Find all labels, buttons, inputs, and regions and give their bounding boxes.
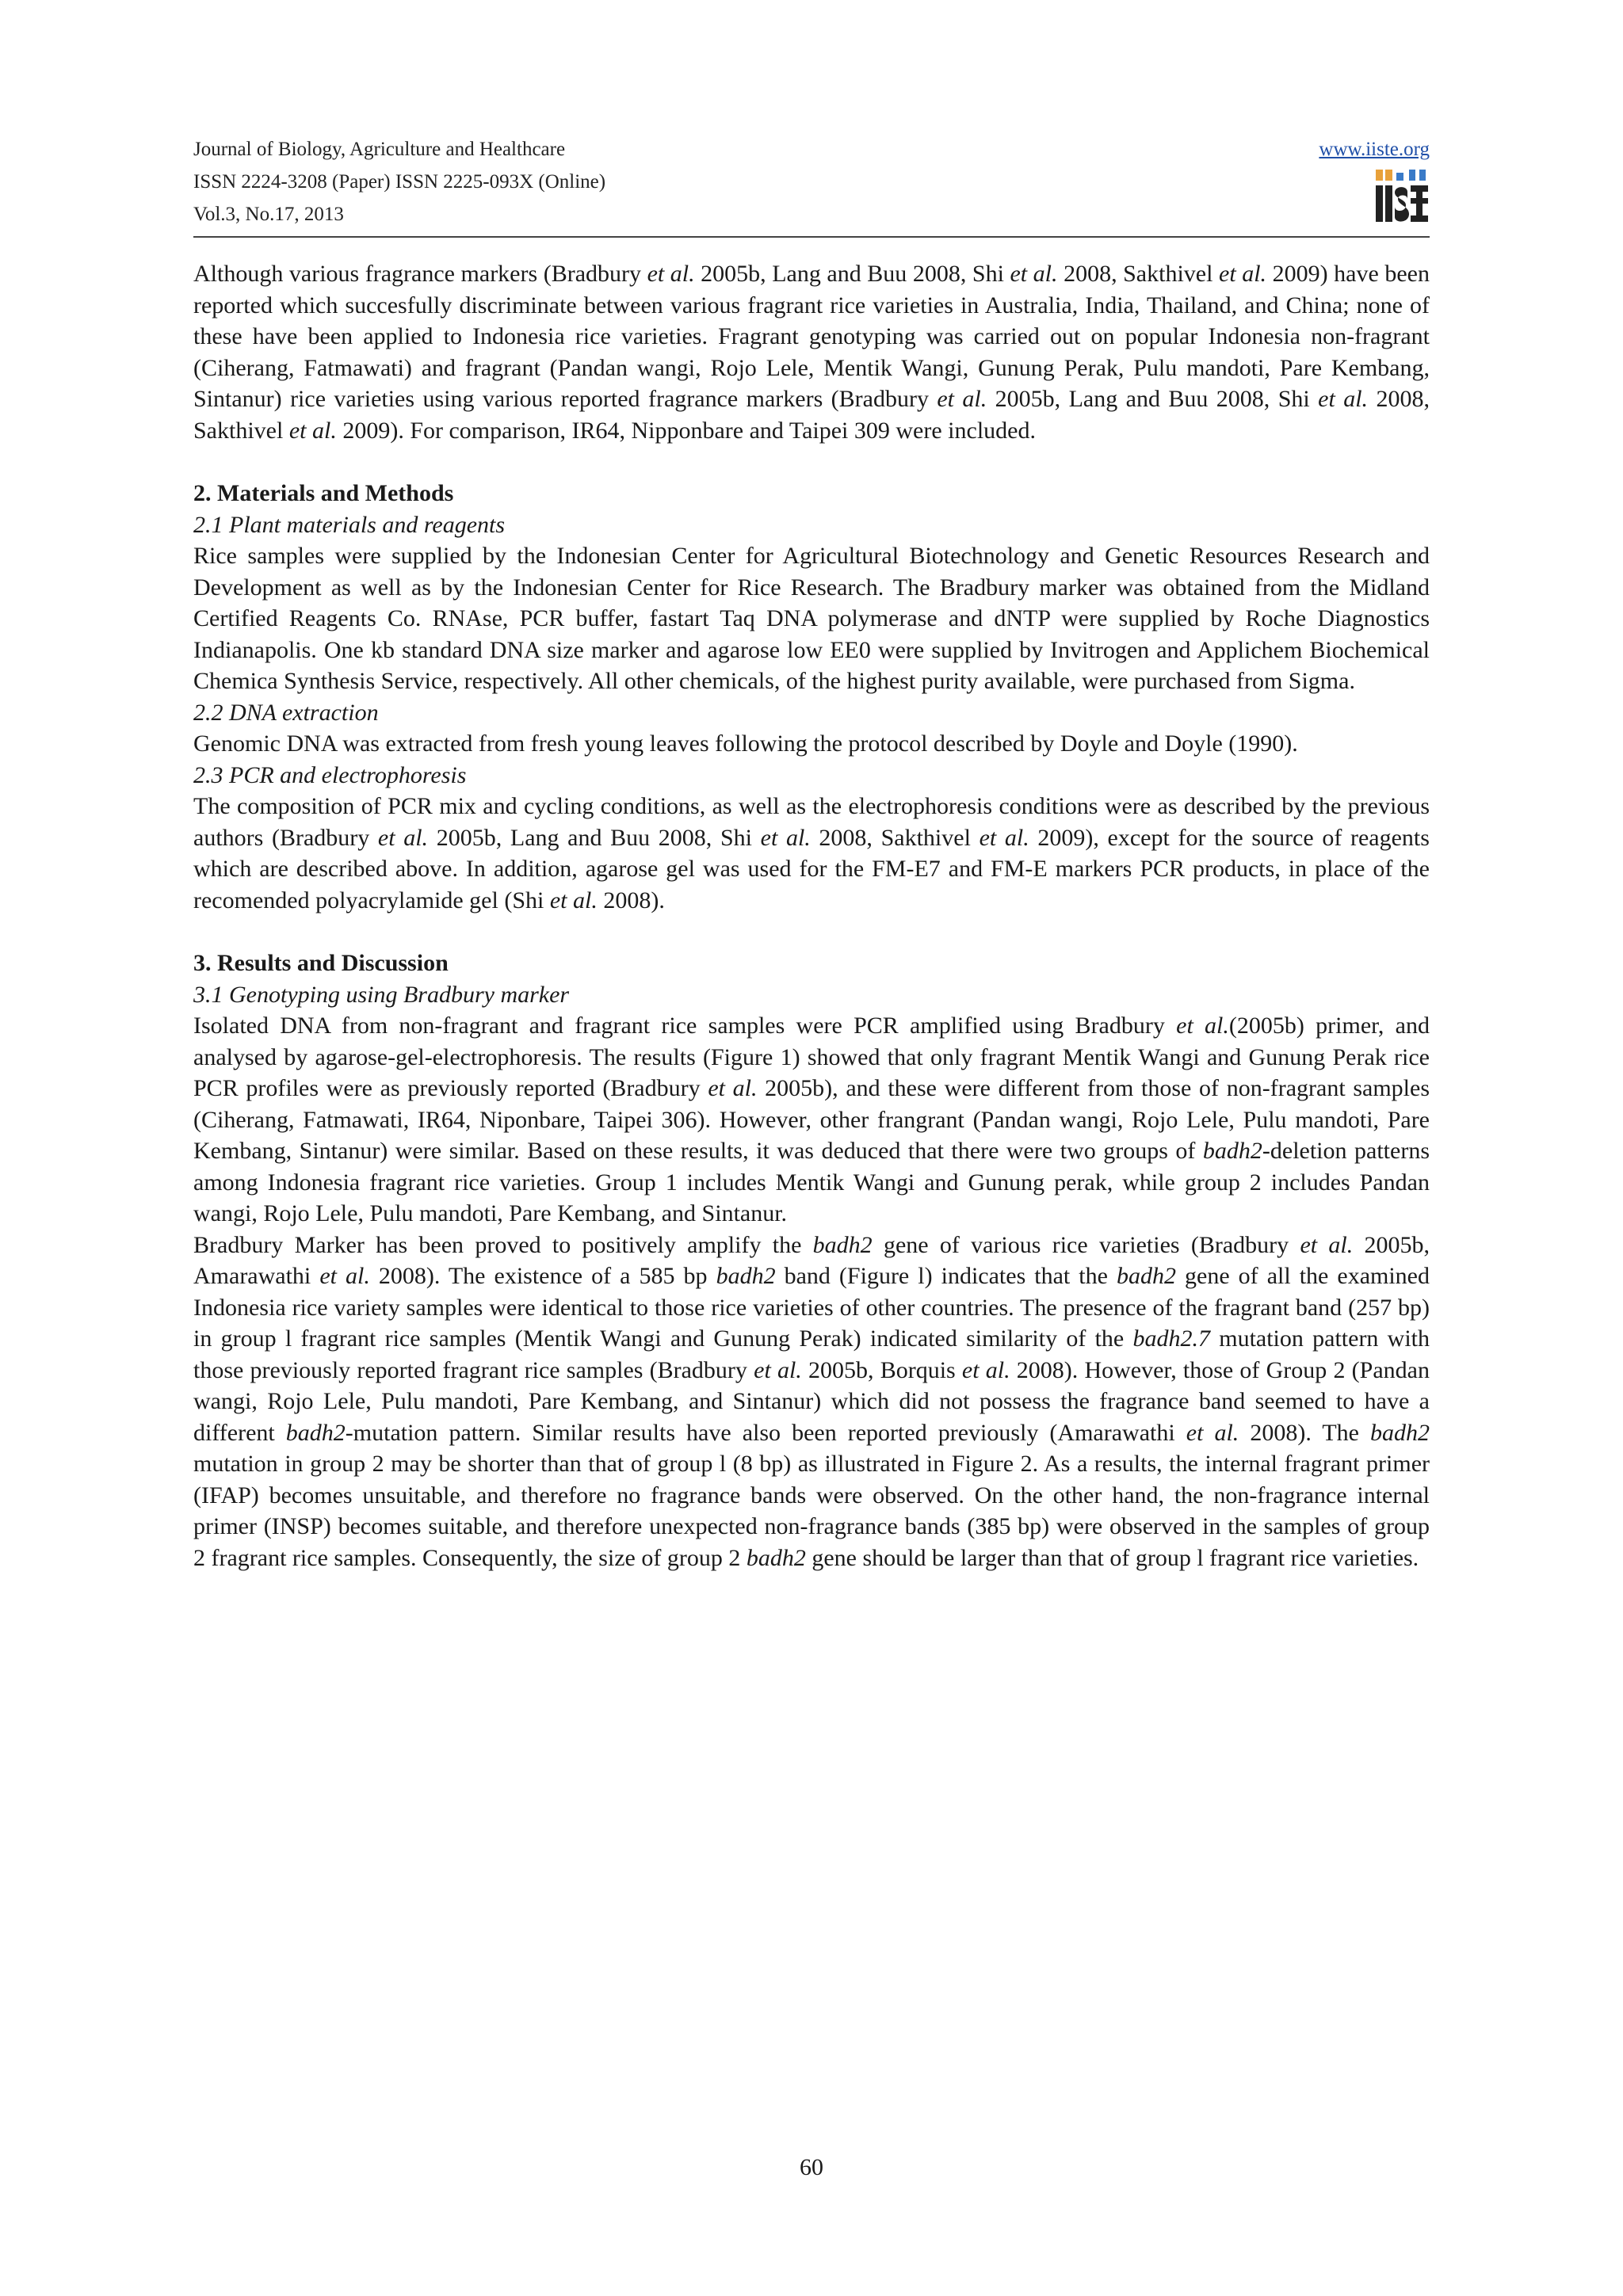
italic-term: badh2 [1202,1138,1262,1164]
italic-term: et al. [937,386,987,412]
genotyping-paragraph-1: Isolated DNA from non-fragrant and fragrant rice samples were PCR amplified using Bradbury et al.(2005b) primer, and analysed by agarose-gel-electrophoresis. The results (Figure 1) showed that only fragrant Mentik Wangi and Gunung Perak rice PCR profiles were as previously reported (Bradbury et al. 2005b), and these were different from those of non-fragrant samples (Ciherang, Fatmawati, IR64, Niponbare, Taipei 306). However, other frangrant (Pandan wangi, Rojo Lele, Pulu mandoti, Pare Kembang, Sintanur) were similar. Based on these results, it was deduced that there were two groups of badh2-deletion patterns among Indonesia fragrant rice varieties. Group 1 includes Mentik Wangi and Gunung perak, while group 2 includes Pandan wangi, Rojo Lele, Pulu mandoti, Pare Kembang, and Sintanur. [193,1013,1430,1226]
italic-term: et al. [647,261,695,287]
header-divider [193,236,1430,238]
italic-term: et al. [319,1263,370,1289]
dna-extraction-paragraph: Genomic DNA was extracted from fresh young leaves following the protocol described by Doyle and Doyle (1990). [193,730,1298,757]
intro-paragraph: Although various fragrance markers (Bradbury et al. 2005b, Lang and Buu 2008, Shi et al. 2008, Sakthivel et al. 2009) have been reported which succesfully discriminate between various fragrant rice varieties in Australia, India, Thailand, and China; none of these have been applied to Indonesia rice varieties. Fragrant genotyping was carried out on popular Indonesia non-fragrant (Ciherang, Fatmawati) and fragrant (Pandan wangi, Rojo Lele, Mentik Wangi, Gunung Perak, Pulu mandoti, Pare Kembang, Sintanur) rice varieties using various reported fragrance markers (Bradbury et al. 2005b, Lang and Buu 2008, Shi et al. 2008, Sakthivel et al. 2009). For comparison, IR64, Nipponbare and Taipei 309 were included. [193,261,1430,444]
italic-term: et al. [760,824,811,851]
italic-term: badh2 [285,1419,346,1446]
italic-term: badh2 [1370,1419,1430,1446]
italic-term: et al. [1186,1419,1239,1446]
journal-title: Journal of Biology, Agriculture and Healthcare [193,139,566,160]
journal-volume: Vol.3, No.17, 2013 [193,204,344,225]
italic-term: et al. [288,417,337,444]
pcr-paragraph: The composition of PCR mix and cycling conditions, as well as the electrophoresis conditions were as described by the previous authors (Bradbury et al. 2005b, Lang and Buu 2008, Shi et al. 2008, Sakthivel et al. 2009), except for the source of reagents which are described above. In addition, agarose gel was used for the FM-E7 and FM-E markers PCR products, in place of the recomended polyacrylamide gel (Shi et al. 2008). [193,793,1430,913]
subsection-heading-dna-extraction: 2.2 DNA extraction [193,699,379,726]
genotyping-paragraph-2: Bradbury Marker has been proved to positively amplify the badh2 gene of various rice varieties (Bradbury et al. 2005b, Amarawathi et al. 2008). The existence of a 585 bp badh2 band (Figure l) indicates that the badh2 gene of all the examined Indonesia rice variety samples were identical to those rice varieties of other countries. The presence of the fragrant band (257 bp) in group l fragrant rice samples (Mentik Wangi and Gunung Perak) indicated similarity of the badh2.7 mutation pattern with those previously reported fragrant rice samples (Bradbury et al. 2005b, Borquis et al. 2008). However, those of Group 2 (Pandan wangi, Rojo Lele, Pulu mandoti, Pare Kembang, and Sintanur) which did not possess the fragrance band seemed to have a different badh2-mutation pattern. Similar results have also been reported previously (Amarawathi et al. 2008). The badh2 mutation in group 2 may be shorter than that of group l (8 bp) as illustrated in Figure 2. As a results, the internal fragrant primer (IFAP) becomes unsuitable, and therefore no fragrance bands were observed. On the other hand, the non-fragrance internal primer (INSP) becomes suitable, and therefore unexpected non-fragrance bands (385 bp) were observed in the samples of group 2 fragrant rice samples. Consequently, the size of group 2 badh2 gene should be larger than that of group l fragrant rice varieties. [193,1231,1430,1571]
italic-term: et al. [1176,1013,1229,1039]
subsection-heading-plant-materials: 2.1 Plant materials and reagents [193,511,506,538]
journal-url-link[interactable]: www.iiste.org [1319,139,1430,160]
italic-term: et al. [1318,386,1369,412]
subsection-heading-genotyping: 3.1 Genotyping using Bradbury marker [193,981,570,1008]
italic-term: badh2 [1116,1263,1176,1289]
italic-term: badh2 [746,1544,806,1571]
plant-materials-paragraph: Rice samples were supplied by the Indonesian Center for Agricultural Biotechnology and Genetic Resources Research and Development as well as by the Indonesian Center for Rice Research. The Bradbury marker was obtained from the Midland Certified Reagents Co. RNAse, PCR buffer, fastart Taq DNA polymerase and dNTP were supplied by Roche Diagnostics Indianapolis. One kb standard DNA size marker and agarose low EE0 were supplied by Invitrogen and Applichem Biochemical Chemica Synthesis Service, respectively. All other chemicals, of the highest purity available, were purchased from Sigma. [193,543,1430,694]
italic-term: et al. [1300,1231,1354,1258]
italic-term: badh2 [716,1263,776,1289]
article-body [193,258,1430,1573]
italic-term: et al. [1219,261,1267,287]
italic-term: et al. [708,1075,758,1101]
italic-term: et al. [979,824,1029,851]
italic-term: et al. [754,1356,802,1383]
italic-term: et al. [1010,261,1058,287]
subsection-heading-pcr: 2.3 PCR and electrophoresis [193,761,467,788]
italic-term: et al. [377,824,429,851]
journal-issn: ISSN 2224-3208 (Paper) ISSN 2225-093X (Online) [193,171,606,193]
italic-term: et al. [549,887,598,913]
iiste-logo-icon [1374,168,1430,225]
italic-term: et al. [961,1356,1010,1383]
section-heading-materials-methods: 2. Materials and Methods [193,480,454,506]
section-heading-results-discussion: 3. Results and Discussion [193,950,449,976]
journal-header [193,133,1430,230]
italic-term: badh2 [812,1231,873,1258]
page-number: 60 [800,2154,823,2180]
italic-term: badh2.7 [1132,1325,1210,1352]
